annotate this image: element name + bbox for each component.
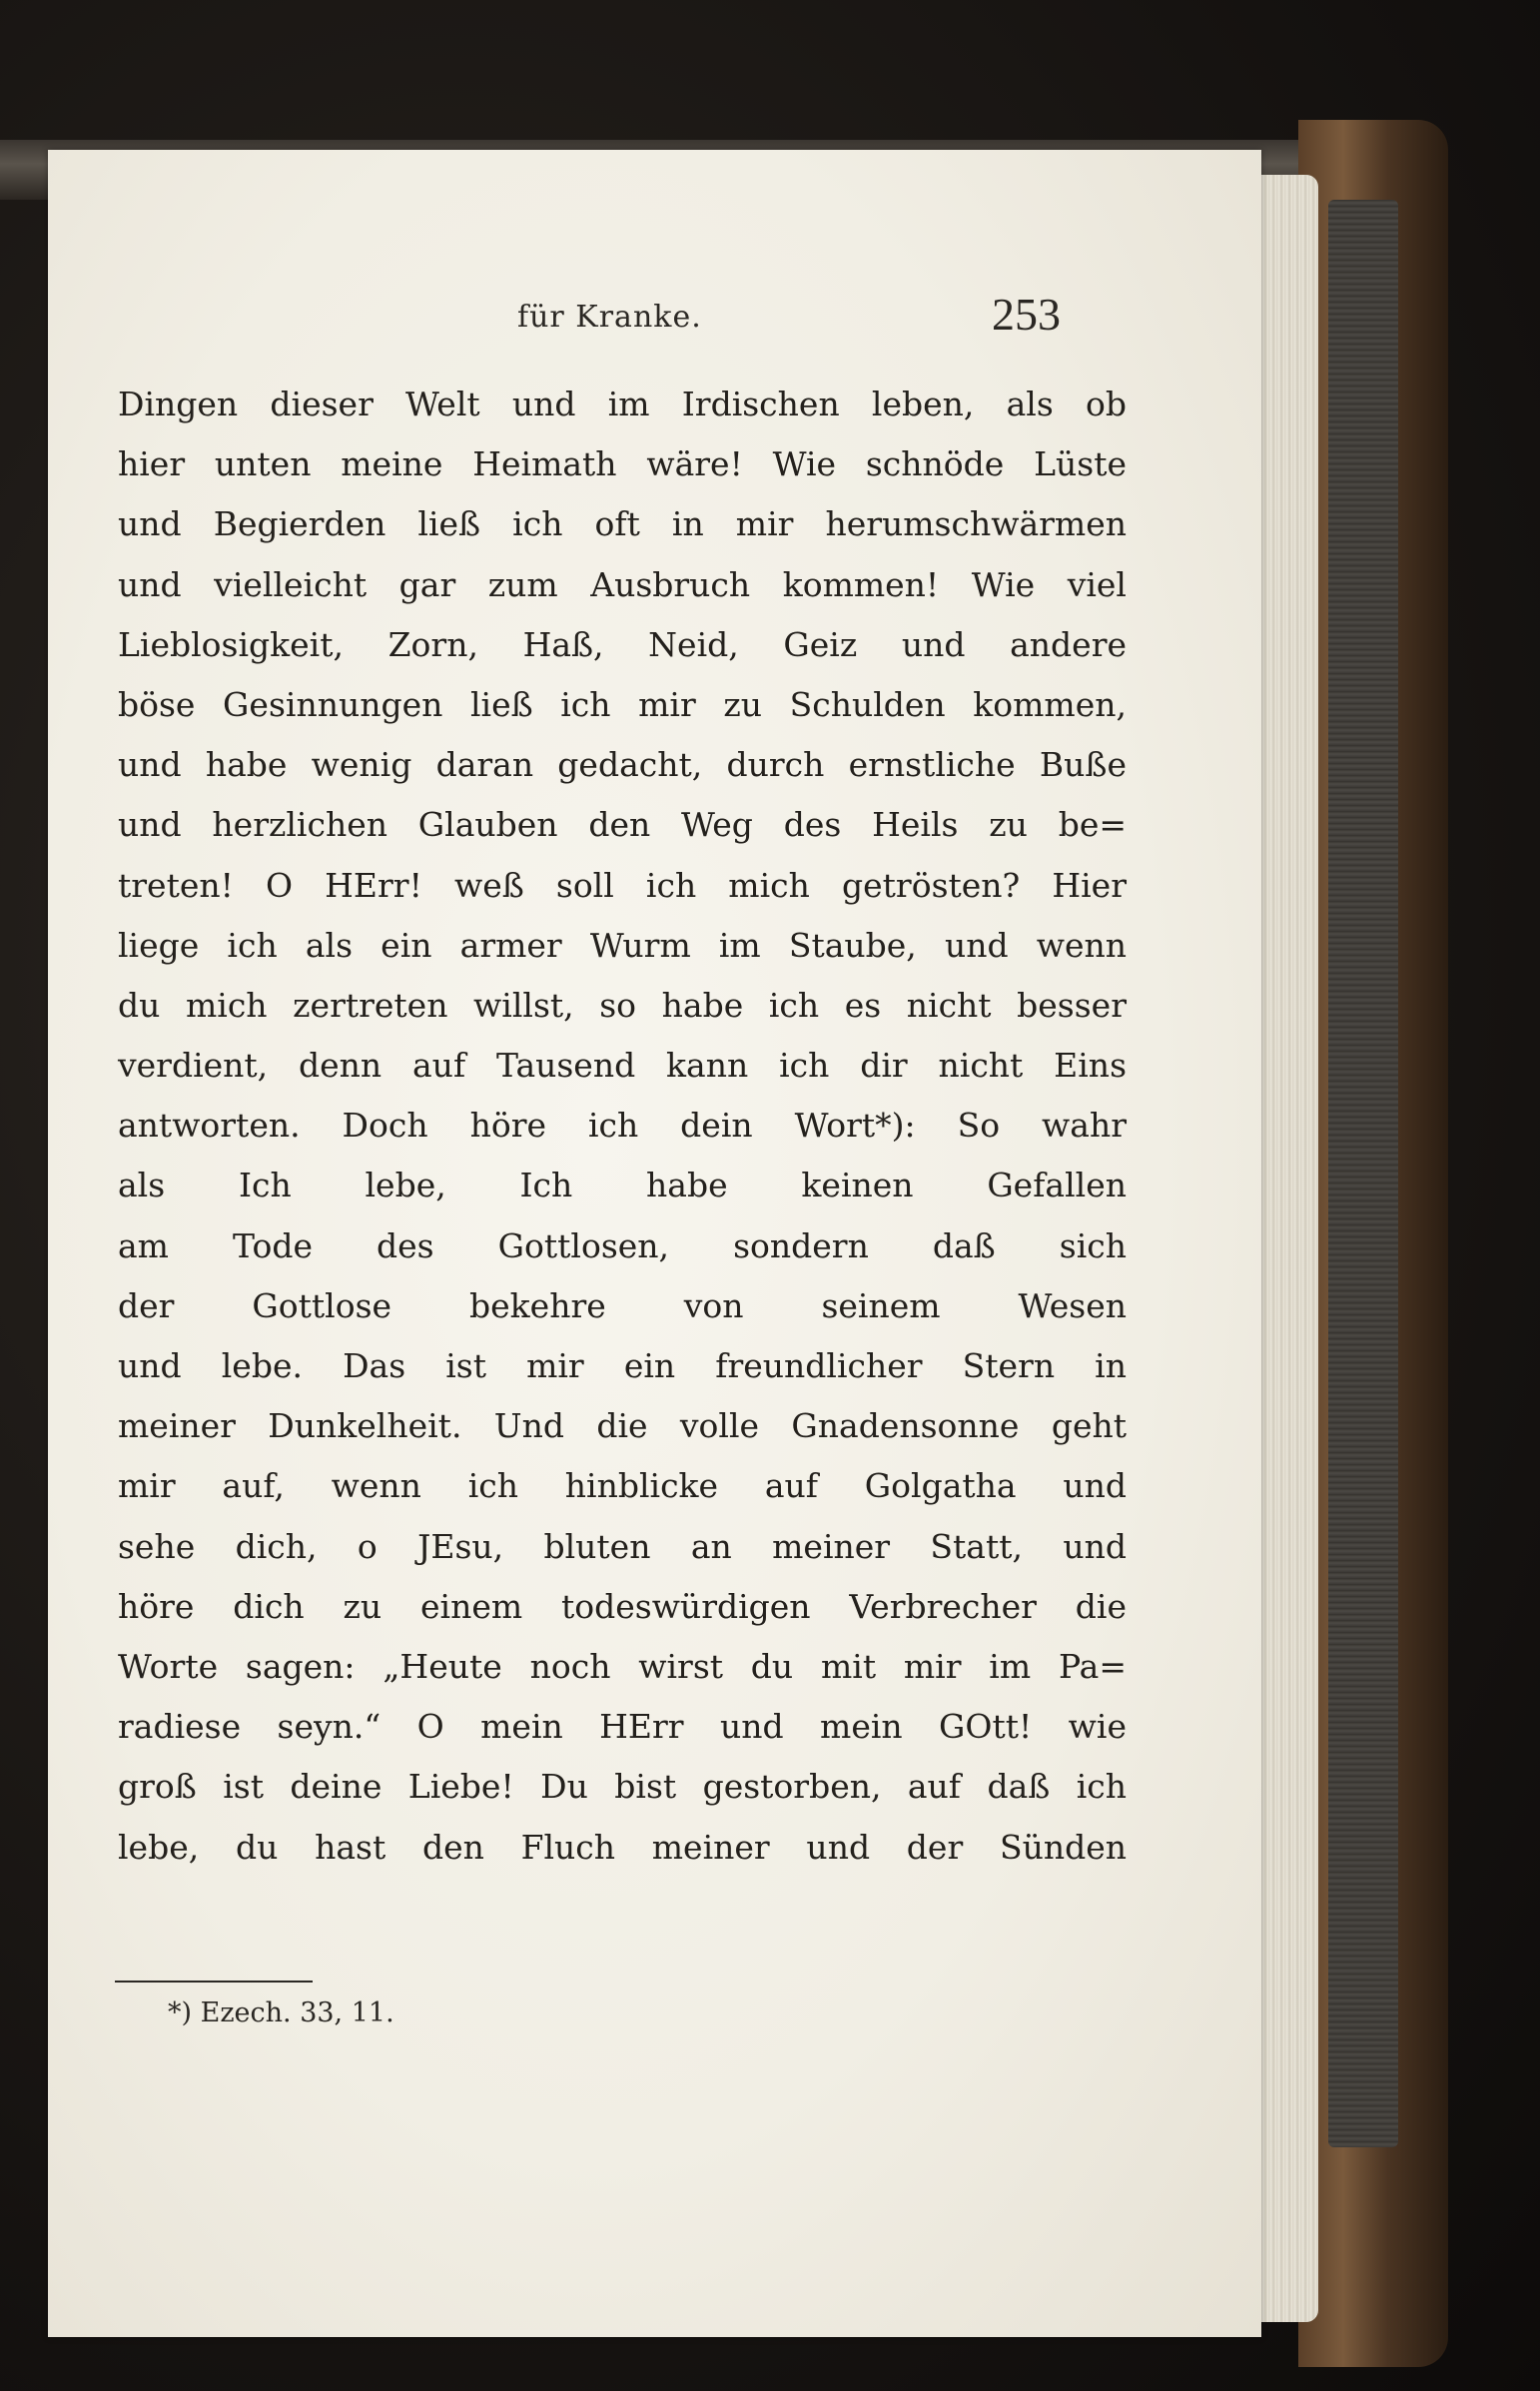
text-line: verdient, denn auf Tausend kann ich dir nicht Eins (118, 1046, 1127, 1086)
text-line: und herzlichen Glauben den Weg des Heils zu be= (118, 805, 1127, 845)
text-line: böse Gesinnungen ließ ich mir zu Schulden kommen, (118, 684, 1127, 724)
text-line: Lieblosigkeit, Zorn, Haß, Neid, Geiz und andere (118, 624, 1127, 664)
text-line: du mich zertreten willst, so habe ich es nicht besser (118, 985, 1127, 1025)
text-line: und Begierden ließ ich oft in mir herumschwärmen (118, 504, 1127, 544)
text-line: liege ich als ein armer Wurm im Staube, und wenn (118, 925, 1127, 965)
running-head: für Kranke. (517, 300, 702, 335)
page-header (48, 288, 1261, 348)
footnote: *) Ezech. 33, 11. (168, 1997, 394, 2028)
text-line: antworten. Doch höre ich dein Wort*): So wahr (118, 1106, 1127, 1146)
footnote-rule (115, 1981, 313, 1983)
text-line: mir auf, wenn ich hinblicke auf Golgatha und (118, 1466, 1127, 1506)
text-line: treten! O HErr! weß soll ich mich getrösten? Hier (118, 865, 1127, 905)
text-line: höre dich zu einem todeswürdigen Verbrecher die (118, 1586, 1127, 1626)
text-line: radiese seyn.“ O mein HErr und mein GOtt! wie (118, 1707, 1127, 1747)
text-line: meiner Dunkelheit. Und die volle Gnadensonne geht (118, 1406, 1127, 1446)
text-line: und lebe. Das ist mir ein freundlicher Stern in (118, 1346, 1127, 1385)
text-line: lebe, du hast den Fluch meiner und der Sünden (118, 1827, 1127, 1867)
text-line: hier unten meine Heimath wäre! Wie schnöde Lüste (118, 444, 1127, 484)
page-number: 253 (992, 289, 1061, 340)
text-line: und habe wenig daran gedacht, durch ernstliche Buße (118, 745, 1127, 785)
book-spine-cloth (1328, 200, 1398, 2147)
text-line: Dingen dieser Welt und im Irdischen leben, als ob (118, 385, 1127, 423)
text-line: und vielleicht gar zum Ausbruch kommen! Wie viel (118, 564, 1127, 604)
text-line: als Ich lebe, Ich habe keinen Gefallen (118, 1166, 1127, 1205)
text-line: groß ist deine Liebe! Du bist gestorben, auf daß ich (118, 1767, 1127, 1807)
book-page (48, 150, 1261, 2337)
text-line: der Gottlose bekehre von seinem Wesen (118, 1285, 1127, 1325)
text-line: sehe dich, o JEsu, bluten an meiner Statt, und (118, 1526, 1127, 1566)
text-line: Worte sagen: „Heute noch wirst du mit mir im Pa= (118, 1646, 1127, 1686)
page-body-text (118, 375, 1127, 1878)
text-line: am Tode des Gottlosen, sondern daß sich (118, 1225, 1127, 1265)
